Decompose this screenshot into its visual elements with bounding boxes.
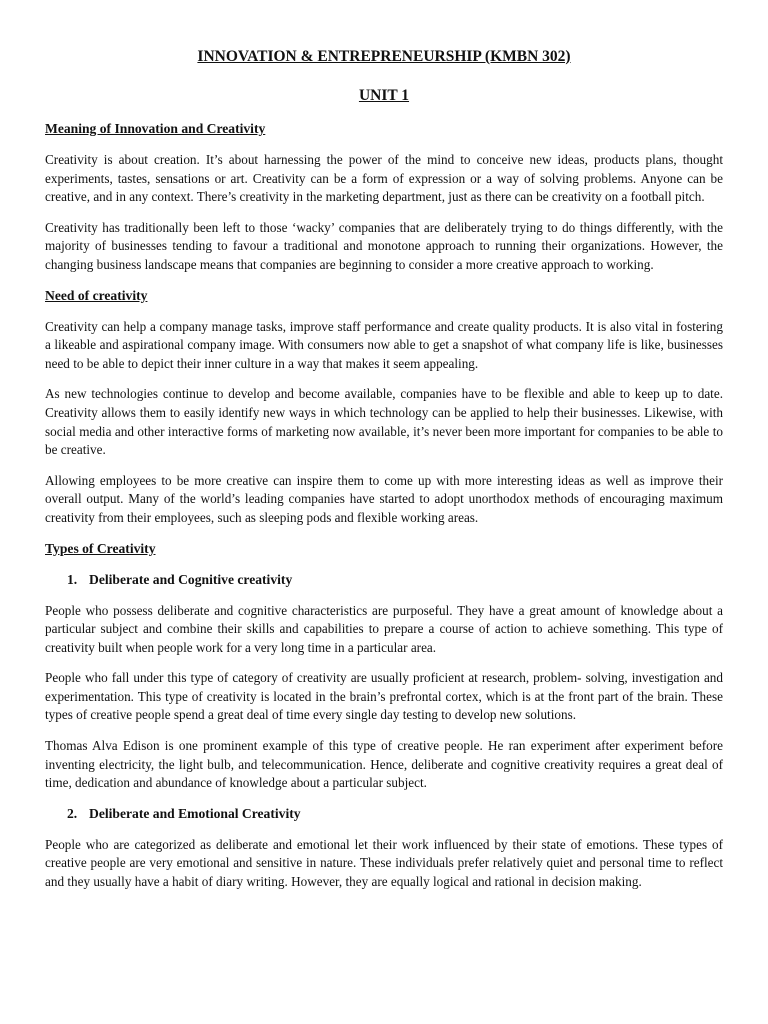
subheading-text: Deliberate and Cognitive creativity [89, 571, 293, 587]
paragraph: As new technologies continue to develop and become available, companies have to be flexible and able to keep up to date. Creativity allows them to easily identify new ways in which technology can be applied to help their businesses. Likewise, with social media and other interactive forms of marketing now available, it’s never been more important for companies to be able to be creative. [45, 386, 723, 458]
paragraph: Thomas Alva Edison is one prominent example of this type of creative people. He ran experiment after experiment before inventing electricity, the light bulb, and telecommunication. Hence, deliberate and cognitive creativity requires a great deal of time, dedication and abundance of knowledge about a particular subject. [45, 738, 723, 791]
section-heading-meaning: Meaning of Innovation and Creativity [45, 121, 266, 136]
document-title: INNOVATION & ENTREPRENEURSHIP (KMBN 302) [197, 48, 571, 65]
list-number: 1. [67, 571, 78, 587]
paragraph: People who are categorized as deliberate and emotional let their work influenced by their state of emotions. These types of creative people are very emotional and sensitive in nature. These individuals prefer relatively quiet and personal time to reflect and they usually have a habit of diary writing. However, they are equally logical and rational in decision making. [45, 836, 723, 890]
subheading-type-1 [45, 571, 723, 589]
unit-title: UNIT 1 [358, 87, 410, 104]
paragraph: Creativity has traditionally been left to those ‘wacky’ companies that are deliberately trying to do things differently, with the majority of businesses tending to favour a traditional and monotone approach to running their organizations. However, the changing business landscape means that companies are beginning to consider a more creative approach to working. [45, 219, 723, 272]
subheading-text: Deliberate and Emotional Creativity [89, 805, 301, 821]
list-number: 2. [67, 805, 78, 821]
subheading-type-2 [45, 805, 723, 823]
paragraph: People who possess deliberate and cognitive characteristics are purposeful. They have a great amount of knowledge about a particular subject and combine their skills and capabilities to prepare a course of action to achieve something. This type of creativity built when people work for a very long time in a particular area. [45, 602, 723, 655]
section-heading-types: Types of Creativity [45, 540, 156, 556]
paragraph: Creativity is about creation. It’s about harnessing the power of the mind to conceive new ideas, products plans, thought experiments, tastes, sensations or art. Creativity can be a form of expression or a way of solving problems. Anyone can be creative, and in any context. There’s creativity in the marketing department, just as there can be creativity on a football pitch. [45, 152, 723, 205]
section-heading-need: Need of creativity [45, 287, 148, 303]
paragraph: People who fall under this type of category of creativity are usually proficient at research, problem- solving, investigation and experimentation. This type of creativity is located in the brain’s prefrontal cortex, which is at the front part of the brain. These types of creative people spend a great deal of time every single day testing to develop new solutions. [45, 670, 723, 723]
paragraph: Allowing employees to be more creative can inspire them to come up with more interesting ideas as well as improve their overall output. Many of the world’s leading companies have started to adopt unorthodox methods of encouraging maximum creativity from their employees, such as sleeping pods and flexible working areas. [45, 472, 723, 525]
document-body [45, 120, 723, 904]
paragraph: Creativity can help a company manage tasks, improve staff performance and create quality products. It is also vital in fostering a likeable and aspirational company image. With consumers now able to get a snapshot of what company life is like, businesses need to be able to depict their inner culture in a way that makes it seem appealing. [45, 318, 723, 371]
